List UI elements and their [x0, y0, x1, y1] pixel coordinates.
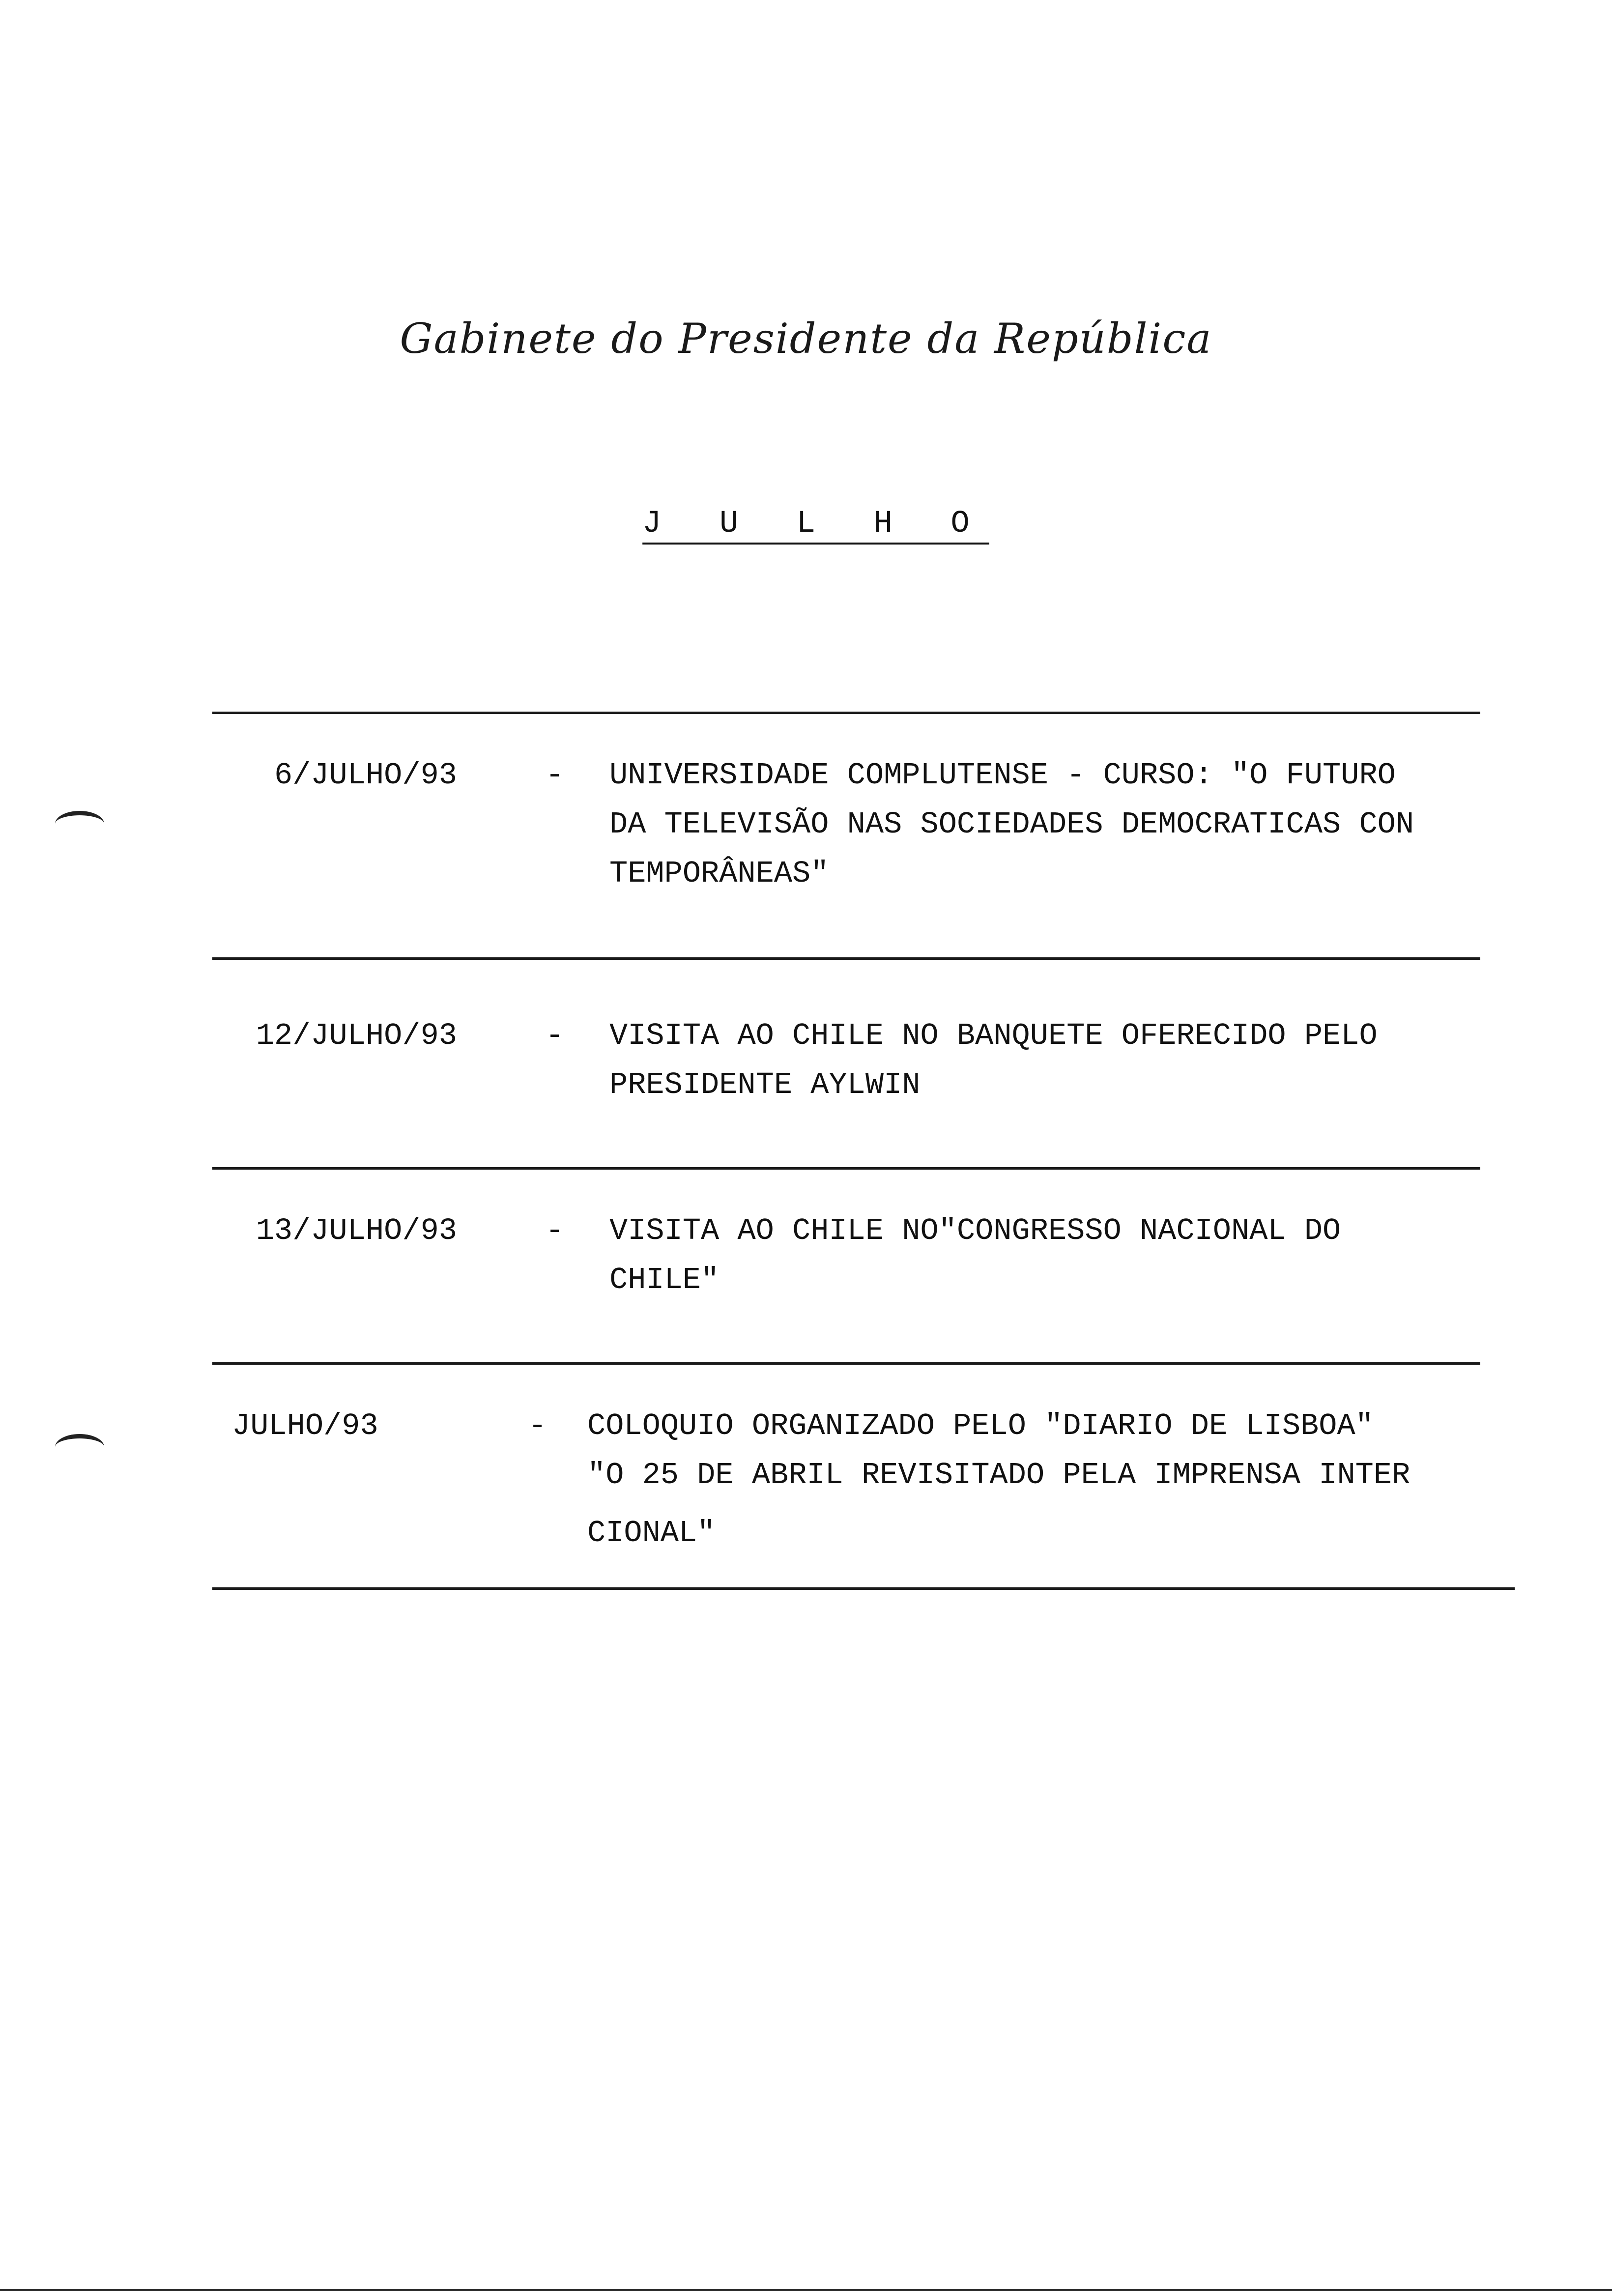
divider [212, 1362, 1480, 1365]
divider [212, 957, 1480, 960]
letterhead: Gabinete do Presidente da República [400, 315, 1212, 363]
entry-date: JULHO/93 [232, 1408, 378, 1443]
entry-date: 6/JULHO/93 [274, 758, 457, 793]
scan-edge-line [0, 2289, 1612, 2291]
divider [212, 1167, 1480, 1170]
page-title [0, 506, 1612, 542]
entry-line: VISITA AO CHILE NO"CONGRESSO NACIONAL DO [609, 1213, 1341, 1248]
entry-line: TEMPORÂNEAS" [609, 856, 829, 891]
entry-dash: - [528, 1408, 547, 1443]
divider [212, 712, 1480, 714]
punch-hole-mark [55, 811, 104, 837]
entry-line: CHILE" [609, 1263, 720, 1297]
punch-hole-mark [55, 1434, 104, 1460]
entry-date: 12/JULHO/93 [256, 1018, 457, 1053]
entry-dash: - [546, 758, 564, 793]
entry-description [609, 751, 1484, 898]
entry-date: 13/JULHO/93 [256, 1213, 457, 1248]
entry-dash: - [546, 1213, 564, 1248]
entry-line: COLOQUIO ORGANIZADO PELO "DIARIO DE LISBOA" [587, 1408, 1374, 1443]
month-title: J U L H O [642, 506, 989, 542]
entry-line: UNIVERSIDADE COMPLUTENSE - CURSO: "O FUTURO [609, 758, 1396, 793]
entry-description [609, 1206, 1484, 1305]
entry-line: PRESIDENTE AYLWIN [609, 1067, 921, 1102]
entry-description [587, 1402, 1462, 1558]
entry-dash: - [546, 1018, 564, 1053]
entry-line: "O 25 DE ABRIL REVISITADO PELA IMPRENSA INTER [587, 1458, 1410, 1492]
entry-line: VISITA AO CHILE NO BANQUETE OFERECIDO PELO [609, 1018, 1378, 1053]
entry-line: DA TELEVISÃO NAS SOCIEDADES DEMOCRATICAS CON [609, 807, 1414, 842]
entry-description [609, 1011, 1484, 1110]
entry-line: CIONAL" [587, 1516, 716, 1550]
divider [212, 1587, 1515, 1590]
